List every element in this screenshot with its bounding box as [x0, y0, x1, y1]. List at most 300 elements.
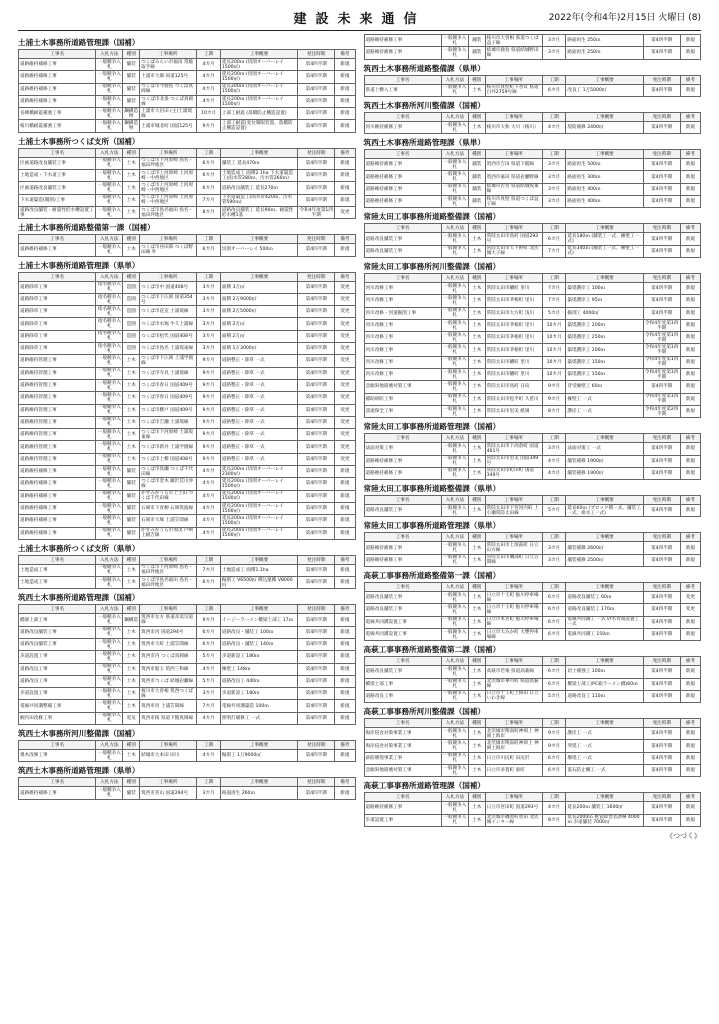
table-row	[19, 416, 356, 428]
table-cell: 道路除草工事	[19, 281, 96, 293]
column-header: 工事概要	[566, 224, 643, 233]
table-cell: かすみがうら市加茂 戸崎上稲吉線	[140, 527, 197, 539]
table-cell: 第4四半期	[298, 404, 335, 416]
column-header: 工事概要	[566, 434, 643, 443]
table-cell: 堰堤工 一式	[566, 752, 643, 764]
table-cell: つくば市新井 土浦学園線	[140, 441, 197, 453]
table-cell: 舗装	[123, 502, 140, 514]
table-cell: 面積 1万3000㎡	[220, 343, 297, 355]
table-row	[19, 367, 356, 379]
table-row	[19, 651, 356, 663]
table-cell: 第4四半期	[298, 416, 335, 428]
table-cell: 舗装	[468, 159, 485, 171]
table-cell: 石岡市大塚 土浦笠間線	[140, 515, 197, 527]
table-cell: 道路維持管理工事	[19, 379, 96, 391]
table-row	[364, 245, 701, 257]
column-header: 工事名	[19, 741, 96, 750]
table-row	[364, 295, 701, 307]
table-cell: 新規	[680, 381, 700, 393]
table-cell: 土木	[468, 282, 485, 294]
table-row	[19, 453, 356, 465]
table-cell: 結城市鹿島 県道結城野田線	[485, 47, 542, 59]
column-header: 工事概要	[566, 583, 643, 592]
table-cell: 6カ月	[197, 182, 221, 194]
table-cell: 8カ月	[197, 206, 221, 218]
table-cell: つくば市水堀 牛久土浦線	[140, 318, 197, 330]
table-row	[364, 554, 701, 566]
table-cell: 日立市十王町上相田 日立いわき線	[485, 690, 542, 702]
table-cell: 4カ月	[197, 95, 221, 107]
table-cell: 一般競争入札	[443, 753, 467, 764]
table-cell: つくば市寺具 土浦境線	[140, 367, 197, 379]
works-table	[18, 604, 356, 725]
table-cell: 4カ月	[542, 121, 566, 133]
column-header: 備考	[335, 50, 355, 59]
column-header: 入札方法	[441, 112, 468, 121]
column-header: 工事名	[364, 75, 441, 84]
table-cell: 土木	[468, 405, 485, 417]
column-header: 備考	[335, 605, 355, 614]
table-cell: 土地造成・下水道工事	[19, 170, 96, 182]
table-row	[364, 542, 701, 554]
table-header-row	[364, 434, 701, 443]
table-cell: 鋼構造物	[124, 108, 139, 119]
section-title: 筑西土木事務所道路整備課（県単）	[363, 63, 485, 73]
table-cell: 土浦市城北町 国道125号	[140, 120, 197, 132]
column-header: 工事名	[19, 148, 96, 157]
table-cell: 渓流保全工事	[364, 405, 441, 417]
section-title: 土浦土木事務所つくば支所（国補）	[18, 136, 140, 146]
paper-title: 建設未来通信	[293, 12, 426, 27]
table-cell: 3カ月	[197, 318, 221, 330]
column-header: 工事場所	[485, 533, 542, 542]
column-header: 種別	[468, 496, 485, 505]
column-header: 工事名	[19, 50, 96, 59]
table-cell: 道路改良舗装工 延長270ｍ	[220, 182, 297, 194]
table-cell: 一般競争入札	[443, 617, 467, 628]
table-cell: 道路改良工事	[19, 675, 96, 687]
table-cell: 第4四半期	[298, 626, 335, 638]
table-row	[364, 183, 701, 195]
table-cell: 10カ月	[542, 344, 566, 356]
column-header: 種別	[123, 555, 140, 564]
table-header-row	[364, 273, 701, 282]
table-row	[364, 393, 701, 405]
table-cell: 一般競争入札	[443, 406, 467, 417]
table-cell: 6カ月	[542, 616, 566, 628]
table-cell: 指名競争入札	[97, 306, 121, 317]
table-cell: 土木	[468, 443, 485, 455]
table-cell: 舗装	[123, 478, 140, 490]
table-cell: 新規	[335, 787, 355, 799]
table-cell: 道路維持補修工事	[364, 467, 441, 479]
column-header: 工事概要	[220, 778, 297, 787]
column-header: 工事場所	[485, 273, 542, 282]
column-header: 備考	[335, 235, 355, 244]
table-cell: 3カ月	[542, 443, 566, 455]
table-cell: 道路維持管理工事	[19, 441, 96, 453]
table-row	[19, 355, 356, 367]
table-cell: 一般競争入札	[97, 651, 121, 662]
table-cell: 河川改修工事	[364, 332, 441, 344]
table-cell: 造園	[123, 330, 140, 342]
table-cell: 指名競争入札	[97, 294, 121, 305]
table-row	[364, 443, 701, 455]
table-row	[19, 502, 356, 514]
table-cell: 変更	[680, 592, 700, 604]
table-cell: 土木	[123, 194, 140, 206]
table-cell: 土地造成工 面積1.1ha	[220, 564, 297, 576]
table-cell: 延長200ｍ (切削オーバーレイ 1500㎡)	[220, 95, 297, 107]
table-cell: 第4四半期	[298, 318, 335, 330]
column-header: 工事名	[364, 150, 441, 159]
table-cell: 一般競争入札	[97, 244, 121, 255]
column-header: 工事名	[19, 272, 96, 281]
table-cell: 新規	[680, 84, 700, 96]
table-cell: 歩道設置工事	[19, 651, 96, 663]
table-cell: 歩道設置工事	[364, 814, 441, 826]
table-cell: 新規	[680, 233, 700, 245]
table-cell: つくば市島名 土浦坂東線	[140, 343, 197, 355]
table-cell: 土木	[123, 688, 140, 700]
table-cell: 第4四半期	[298, 441, 335, 453]
table-cell: 3カ月	[542, 183, 566, 195]
table-cell: 新規	[680, 47, 700, 59]
table-cell: 常陸太田市島町 国道293号	[485, 233, 542, 245]
table-cell: 路面再生 300ｍ	[566, 171, 643, 183]
table-cell: 一般競争入札	[97, 478, 121, 489]
table-cell: 令和4年度第1四半期	[645, 357, 679, 368]
table-cell: 4カ月	[542, 455, 566, 467]
table-cell: 新規	[335, 170, 355, 182]
table-cell: 土木	[468, 307, 485, 319]
table-row	[19, 244, 356, 256]
column-header: 発注時期	[298, 555, 335, 564]
column-header: 工事場所	[140, 778, 197, 787]
table-cell: 4カ月	[197, 466, 221, 478]
table-cell: 舗装補修 2500㎡	[566, 554, 643, 566]
table-cell: 新規	[680, 405, 700, 417]
table-cell: 第4四半期	[298, 120, 335, 132]
column-header: 種別	[468, 583, 485, 592]
column-header: 備考	[680, 112, 700, 121]
column-header: 発注時期	[298, 272, 335, 281]
table-cell: 道路維持管理工事	[19, 453, 96, 465]
column-header: 入札方法	[441, 719, 468, 728]
table-cell: 第4四半期	[643, 616, 680, 628]
table-cell: 道路改良・舗装工 140ｍ	[220, 638, 297, 650]
table-row	[364, 455, 701, 467]
section-title: 高萩工事事務所道路整備第一課（国補）	[363, 571, 501, 581]
column-header: 備考	[680, 273, 700, 282]
table-cell: 第4四半期	[298, 194, 335, 206]
column-header: 工期	[197, 778, 221, 787]
table-row	[19, 700, 356, 712]
table-cell: 変更	[335, 293, 355, 305]
column-header: 工事場所	[485, 224, 542, 233]
column-header: 発注時期	[643, 496, 680, 505]
column-header: 入札方法	[441, 793, 468, 802]
table-cell: 道路維持補修工事	[19, 244, 96, 256]
table-cell: 新規	[680, 455, 700, 467]
table-cell: 第4四半期	[298, 281, 335, 293]
table-row	[364, 666, 701, 678]
table-cell: 筑西市船玉 筑西三和線	[140, 663, 197, 675]
table-cell: 道路改良舗装工 170ｍ	[566, 604, 643, 616]
column-header: 工事概要	[566, 496, 643, 505]
table-cell: 第4四半期	[643, 690, 680, 702]
table-cell: 一般競争入札	[97, 664, 121, 675]
table-cell: 面積 2万㎡	[220, 330, 297, 342]
table-cell: 舗装	[468, 171, 485, 183]
table-cell: 土木	[468, 802, 485, 814]
column-header: 発注時期	[298, 741, 335, 750]
table-row	[364, 307, 701, 319]
table-cell: 上部工耐震(変位制限装置、落橋防止構造設置)	[220, 120, 297, 132]
table-cell: 常陸太田市里美 国道349号	[485, 455, 542, 467]
table-cell: 一般競争入札	[443, 184, 467, 195]
column-header: 工期	[197, 741, 221, 750]
table-cell: 新規	[680, 467, 700, 479]
table-cell: 道路整正・除草 一式	[220, 355, 297, 367]
table-cell: 土木	[123, 441, 140, 453]
table-cell: 新規	[335, 700, 355, 712]
table-cell: 一般競争入札	[443, 345, 467, 356]
table-cell: 一般競争入札	[443, 604, 467, 615]
table-row	[19, 194, 356, 206]
table-cell: 土木	[123, 700, 140, 712]
table-cell: 道路維持補修工事	[364, 47, 441, 59]
table-cell: 変更	[335, 441, 355, 453]
table-cell: 第4四半期	[298, 651, 335, 663]
table-cell: 3カ月	[542, 554, 566, 566]
column-header: 工事概要	[220, 741, 297, 750]
table-cell: 土木	[123, 453, 140, 465]
table-cell: 9カ月	[197, 453, 221, 465]
table-cell: 堤防補修 2400㎡	[566, 121, 643, 133]
column-header: 工事場所	[140, 741, 197, 750]
table-row	[19, 318, 356, 330]
table-cell: 新規	[335, 626, 355, 638]
table-cell: 第4四半期	[643, 802, 680, 814]
column-header: 発注時期	[643, 583, 680, 592]
table-cell: 6カ月	[197, 638, 221, 650]
table-cell: 土木	[468, 616, 485, 628]
table-cell: 築堤護岸工 95ｍ	[566, 295, 643, 307]
table-cell: 道路除草工事	[19, 318, 96, 330]
column-header: 備考	[680, 150, 700, 159]
column-header: 工期	[542, 75, 566, 84]
table-header-row	[19, 148, 356, 157]
table-cell: 日立市本宮町 鮎川停車場線	[485, 616, 542, 628]
table-header-row	[364, 657, 701, 666]
table-cell: 第4四半期	[298, 577, 335, 589]
table-row	[19, 330, 356, 342]
table-cell: 電線共同溝設置工事	[364, 628, 441, 640]
table-cell: 第4四半期	[643, 505, 680, 517]
table-cell: 一般競争入札	[443, 505, 467, 516]
table-cell: 土木	[123, 379, 140, 391]
table-cell: 道路改良舗装工事	[364, 233, 441, 245]
column-header: 発注時期	[298, 605, 335, 614]
table-cell: 桜川橋耐震補強工事	[19, 120, 96, 132]
table-cell: 3カ月	[542, 542, 566, 554]
table-cell: 日立市十王町 鮎川停車場線	[485, 592, 542, 604]
table-cell: 一般競争入札	[443, 741, 467, 752]
table-cell: 9カ月	[197, 429, 221, 441]
table-cell: 9カ月	[197, 355, 221, 367]
table-cell: 令和4年度第1四半期	[645, 369, 679, 380]
table-row	[19, 626, 356, 638]
table-cell: 道路維持補修工事	[364, 554, 441, 566]
table-cell: 道路改良舗装工事	[364, 604, 441, 616]
table-cell: 土木	[468, 319, 485, 331]
table-cell: 一般競争入札	[97, 158, 121, 169]
table-cell: 一般競争入札	[97, 429, 121, 440]
table-cell: 歩道新設工 180ｍ	[220, 688, 297, 700]
table-cell: 急傾斜地崩壊対策工事	[364, 764, 441, 776]
section-title: 土浦土木事務所道路整備第一課（国補）	[18, 223, 155, 233]
table-cell: 第4四半期	[298, 330, 335, 342]
table-cell: 筑西市つくば 結城岩瀬線	[140, 675, 197, 687]
table-cell: 電線共同溝工 150ｍ	[566, 628, 643, 640]
table-cell: 一般競争入札	[443, 196, 467, 207]
table-cell: 4カ月	[197, 502, 221, 514]
table-cell: 新規	[335, 651, 355, 663]
table-cell: 新規	[680, 505, 700, 517]
table-cell: 幾木改修工事	[19, 750, 96, 762]
table-row	[19, 441, 356, 453]
column-header: 入札方法	[441, 434, 468, 443]
table-cell: 土地造成工 面積2.1ha 下水道築造工(雨水管280ｍ、汚水管260ｍ)	[220, 170, 297, 182]
masthead	[18, 8, 701, 30]
table-cell: 9カ月	[542, 740, 566, 752]
table-cell: 3カ月	[197, 281, 221, 293]
table-cell: 第4四半期	[298, 95, 335, 107]
table-cell: 常陸太田市天下野町 北茨城大子線	[485, 245, 542, 257]
table-cell: 延長200ｍ (切削オーバーレイ 1500㎡)	[220, 515, 297, 527]
column-header: 工期	[197, 50, 221, 59]
table-cell: 新規	[335, 157, 355, 169]
table-cell: 土木	[468, 814, 485, 826]
table-cell: 新規	[335, 527, 355, 539]
table-cell: 一般競争入札	[97, 701, 121, 712]
table-cell: 変更	[335, 453, 355, 465]
column-header: 入札方法	[441, 496, 468, 505]
table-cell: 土木	[468, 678, 485, 690]
table-cell: 道路維持補修工事	[19, 95, 96, 107]
table-cell: 第4四半期	[643, 84, 680, 96]
column-header: 工期	[197, 235, 221, 244]
table-cell: 9カ月	[542, 728, 566, 740]
table-cell: 一般競争入札	[97, 121, 121, 132]
table-cell: 10カ月	[542, 369, 566, 381]
section-title: 筑西土木事務所道路管理課（国補）	[18, 593, 140, 603]
table-cell: 築堤護岸工 200ｍ	[566, 319, 643, 331]
table-cell: 築堤護岸工 250ｍ	[566, 332, 643, 344]
table-cell: 道路整正・除草 一式	[220, 404, 297, 416]
table-cell: 9カ月	[542, 381, 566, 393]
column-header: 工事場所	[485, 75, 542, 84]
table-cell: 道路維持管理工事	[19, 404, 96, 416]
column-header: 工期	[542, 112, 566, 121]
table-cell: 変更	[335, 330, 355, 342]
table-cell: 道路維持補修工事	[364, 183, 441, 195]
table-cell: 道路維持管理工事	[19, 429, 96, 441]
column-header: 備考	[680, 533, 700, 542]
table-cell: 第4四半期	[643, 295, 680, 307]
column-header: 工事場所	[140, 605, 197, 614]
table-cell: 7カ月	[197, 564, 221, 576]
section-title: 常陸太田工事事務所道路管理課（国補）	[363, 422, 501, 432]
column-header: 工期	[542, 273, 566, 282]
table-cell: 第4四半期	[298, 83, 335, 95]
works-table	[364, 433, 702, 480]
table-cell: 電線共同溝築造 100ｍ	[220, 700, 297, 712]
table-cell: 道路改良舗装工事	[364, 505, 441, 517]
table-cell: 道路維持補修工事	[19, 515, 96, 527]
table-row	[19, 306, 356, 318]
table-row	[364, 319, 701, 331]
column-header: 発注時期	[643, 719, 680, 728]
table-cell: 4カ月	[197, 663, 221, 675]
table-header-row	[19, 741, 356, 750]
table-cell: 土木	[123, 651, 140, 663]
table-cell: 常陸太田市幡町 里川	[485, 369, 542, 381]
table-cell: 一般競争入札	[97, 183, 121, 194]
table-cell: 一般競争入札	[443, 234, 467, 245]
table-cell: 第4四半期	[298, 244, 335, 256]
table-cell: つくば市谷田部 つくば野田線 外	[140, 244, 197, 256]
works-table	[364, 75, 702, 97]
table-cell: 道路整正・除草 一式	[220, 367, 297, 379]
table-cell: 常陸太田市幡町 里川	[485, 282, 542, 294]
table-cell: 一般競争入札	[443, 394, 467, 405]
table-cell: 新規	[680, 728, 700, 740]
table-cell: 土木	[468, 356, 485, 368]
table-cell: 築堤護岸工 150ｍ	[566, 356, 643, 368]
table-row	[19, 182, 356, 194]
table-cell: 第4四半期	[643, 159, 680, 171]
table-cell: 第4四半期	[643, 728, 680, 740]
table-cell: 4カ月	[197, 71, 221, 83]
column-header: 工事場所	[485, 657, 542, 666]
table-row	[364, 505, 701, 517]
table-cell: 3カ月	[197, 293, 221, 305]
table-cell: 変更	[335, 392, 355, 404]
table-cell: 舗装	[123, 95, 140, 107]
table-cell: 常陸太田市町田町 国道349号	[485, 467, 542, 479]
table-cell: 一般競争入札	[97, 380, 121, 391]
table-cell: 築堤護岸工 100ｍ	[566, 282, 643, 294]
table-cell: 土木	[468, 554, 485, 566]
table-cell: 第4四半期	[298, 638, 335, 650]
table-cell: 常陸太田市幡町 里川	[485, 356, 542, 368]
table-cell: 7カ月	[197, 700, 221, 712]
table-cell: 道路維持補修工事	[19, 59, 96, 71]
table-cell: 第4四半期	[298, 293, 335, 305]
right-column	[364, 34, 702, 827]
table-cell: 桜川市大和 大川（桜川）	[485, 121, 542, 133]
column-header: 種別	[468, 793, 485, 802]
column-header: 発注時期	[298, 778, 335, 787]
table-cell: 一般競争入札	[443, 122, 467, 133]
table-cell: 道路維持補修工事	[364, 35, 441, 47]
table-cell: 変更	[335, 379, 355, 391]
table-cell: 常陸太田市下宮河内町 上小瀬常陸太田線	[485, 505, 542, 517]
column-header: 種別	[123, 272, 140, 281]
table-cell: 一般競争入札	[443, 456, 467, 467]
